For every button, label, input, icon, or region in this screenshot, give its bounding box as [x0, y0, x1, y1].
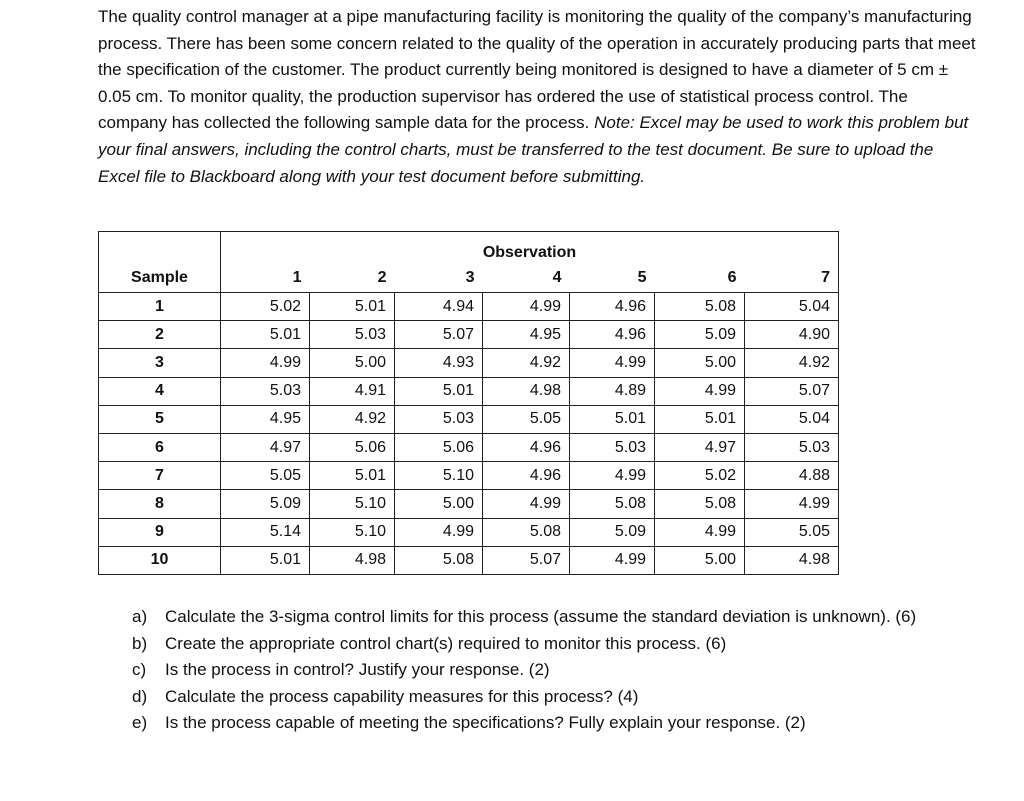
observation-value-cell: 5.04 — [745, 293, 839, 321]
excel-note: Note: Excel may be used to work this problem but your final answers, including the control charts, must be transferred to the test document. Be sure to upload the Excel file to Blackboard along with your test document before submitting. — [98, 113, 969, 186]
question-label: c) — [132, 660, 147, 679]
observation-value-cell: 5.07 — [395, 321, 483, 349]
table-row — [99, 293, 839, 321]
sample-number-cell: 3 — [99, 349, 221, 377]
table-row — [99, 405, 839, 433]
question-list — [132, 604, 972, 737]
table-row — [99, 518, 839, 546]
question-text: Is the process in control? Justify your response. (2) — [165, 660, 550, 679]
question-text: Calculate the process capability measures for this process? (4) — [165, 686, 639, 706]
observation-value-cell: 5.01 — [395, 377, 483, 405]
observation-value-cell: 5.10 — [395, 462, 483, 490]
observation-value-cell: 5.01 — [310, 293, 395, 321]
table-row — [99, 377, 839, 405]
observation-value-cell: 5.03 — [570, 433, 655, 461]
observation-value-cell: 5.03 — [221, 377, 310, 405]
table-row — [99, 490, 839, 518]
observation-value-cell: 4.95 — [483, 321, 570, 349]
table-row — [99, 433, 839, 461]
observation-value-cell: 4.91 — [310, 377, 395, 405]
sample-number-cell: 8 — [99, 490, 221, 518]
sample-number-cell: 6 — [99, 433, 221, 461]
observation-value-cell: 4.99 — [395, 518, 483, 546]
observation-value-cell: 4.99 — [483, 293, 570, 321]
observation-value-cell: 5.04 — [745, 405, 839, 433]
observation-table — [98, 231, 839, 575]
question-item — [132, 604, 972, 631]
observation-value-cell: 5.05 — [745, 518, 839, 546]
observation-value-cell: 5.08 — [483, 518, 570, 546]
observation-value-cell: 5.08 — [655, 490, 745, 518]
observation-value-cell: 4.99 — [655, 377, 745, 405]
sample-number-cell: 5 — [99, 405, 221, 433]
observation-value-cell: 4.99 — [570, 546, 655, 574]
observation-value-cell: 4.99 — [570, 349, 655, 377]
question-text: Calculate the 3-sigma control limits for this process (assume the standard deviation is unknown). (6) — [165, 607, 917, 626]
question-label: d) — [132, 686, 148, 706]
column-header: 4 — [483, 264, 570, 293]
observation-value-cell: 5.08 — [395, 546, 483, 574]
observation-value-cell: 5.01 — [221, 546, 310, 574]
observation-value-cell: 4.96 — [570, 293, 655, 321]
sample-number-cell: 4 — [99, 377, 221, 405]
observation-value-cell: 4.99 — [570, 462, 655, 490]
observation-value-cell: 5.07 — [745, 377, 839, 405]
problem-text: The quality control manager at a pipe manufacturing facility is monitoring the quality of the company’s manufacturing process. There has been some concern related to the quality of the operation in accurately producing parts that meet the specification of the customer. The product currently being monitored is designed to have a diameter of 5 cm ± 0.05 cm. To monitor quality, the production supervisor has ordered the use of statistical process control. The company has collected the following sample data for the process. — [98, 7, 976, 133]
table-row — [99, 546, 839, 574]
observation-value-cell: 4.97 — [655, 433, 745, 461]
observation-value-cell: 4.88 — [745, 462, 839, 490]
observation-value-cell: 4.92 — [310, 405, 395, 433]
column-header: 3 — [395, 264, 483, 293]
sample-header: Sample — [99, 264, 221, 293]
observation-value-cell: 4.98 — [745, 546, 839, 574]
observation-value-cell: 4.94 — [395, 293, 483, 321]
observation-value-cell: 4.99 — [221, 349, 310, 377]
problem-statement — [98, 4, 978, 190]
observation-value-cell: 4.92 — [483, 349, 570, 377]
observation-value-cell: 5.01 — [310, 462, 395, 490]
observation-value-cell: 5.10 — [310, 518, 395, 546]
observation-value-cell: 4.92 — [745, 349, 839, 377]
sample-number-cell: 10 — [99, 546, 221, 574]
observation-value-cell: 4.98 — [483, 377, 570, 405]
column-header: 5 — [570, 264, 655, 293]
observation-value-cell: 5.01 — [655, 405, 745, 433]
question-item — [132, 631, 972, 658]
observation-value-cell: 5.10 — [310, 490, 395, 518]
observation-header: Observation — [221, 232, 839, 265]
observation-value-cell: 5.09 — [221, 490, 310, 518]
observation-value-cell: 5.09 — [655, 321, 745, 349]
observation-value-cell: 4.99 — [483, 490, 570, 518]
question-item — [132, 657, 972, 684]
observation-value-cell: 5.03 — [310, 321, 395, 349]
column-header: 2 — [310, 264, 395, 293]
table-row — [99, 349, 839, 377]
column-header: 6 — [655, 264, 745, 293]
sample-number-cell: 9 — [99, 518, 221, 546]
question-text: Create the appropriate control chart(s) required to monitor this process. (6) — [165, 633, 727, 653]
table-row — [99, 462, 839, 490]
observation-value-cell: 5.06 — [310, 433, 395, 461]
observation-value-cell: 5.03 — [395, 405, 483, 433]
table-column-header-row — [99, 264, 839, 293]
question-label: b) — [132, 633, 148, 653]
observation-value-cell: 4.89 — [570, 377, 655, 405]
observation-value-cell: 5.07 — [483, 546, 570, 574]
observation-value-cell: 5.05 — [483, 405, 570, 433]
observation-value-cell: 5.08 — [655, 293, 745, 321]
observation-value-cell: 4.90 — [745, 321, 839, 349]
observation-value-cell: 5.01 — [570, 405, 655, 433]
observation-value-cell: 5.00 — [310, 349, 395, 377]
observation-value-cell: 4.99 — [745, 490, 839, 518]
sample-number-cell: 2 — [99, 321, 221, 349]
column-header: 7 — [745, 264, 839, 293]
observation-value-cell: 4.96 — [570, 321, 655, 349]
observation-value-cell: 5.01 — [221, 321, 310, 349]
question-label: e) — [132, 713, 148, 732]
observation-value-cell: 5.05 — [221, 462, 310, 490]
question-item — [132, 684, 972, 711]
observation-value-cell: 5.14 — [221, 518, 310, 546]
observation-value-cell: 4.98 — [310, 546, 395, 574]
sample-header-top-cell — [99, 232, 221, 265]
observation-value-cell: 4.95 — [221, 405, 310, 433]
observation-value-cell: 4.99 — [655, 518, 745, 546]
observation-value-cell: 5.02 — [221, 293, 310, 321]
observation-value-cell: 4.93 — [395, 349, 483, 377]
question-text: Is the process capable of meeting the specifications? Fully explain your response. (2) — [165, 713, 806, 732]
observation-value-cell: 5.00 — [655, 546, 745, 574]
observation-value-cell: 5.03 — [745, 433, 839, 461]
question-item — [132, 710, 972, 737]
observation-value-cell: 5.08 — [570, 490, 655, 518]
observation-value-cell: 5.00 — [395, 490, 483, 518]
sample-number-cell: 7 — [99, 462, 221, 490]
observation-value-cell: 5.09 — [570, 518, 655, 546]
sample-number-cell: 1 — [99, 293, 221, 321]
table-row — [99, 321, 839, 349]
observation-value-cell: 5.06 — [395, 433, 483, 461]
table-group-header-row — [99, 232, 839, 265]
question-label: a) — [132, 607, 148, 626]
observation-value-cell: 4.96 — [483, 462, 570, 490]
observation-value-cell: 5.02 — [655, 462, 745, 490]
observation-value-cell: 4.97 — [221, 433, 310, 461]
column-header: 1 — [221, 264, 310, 293]
observation-value-cell: 5.00 — [655, 349, 745, 377]
observation-value-cell: 4.96 — [483, 433, 570, 461]
